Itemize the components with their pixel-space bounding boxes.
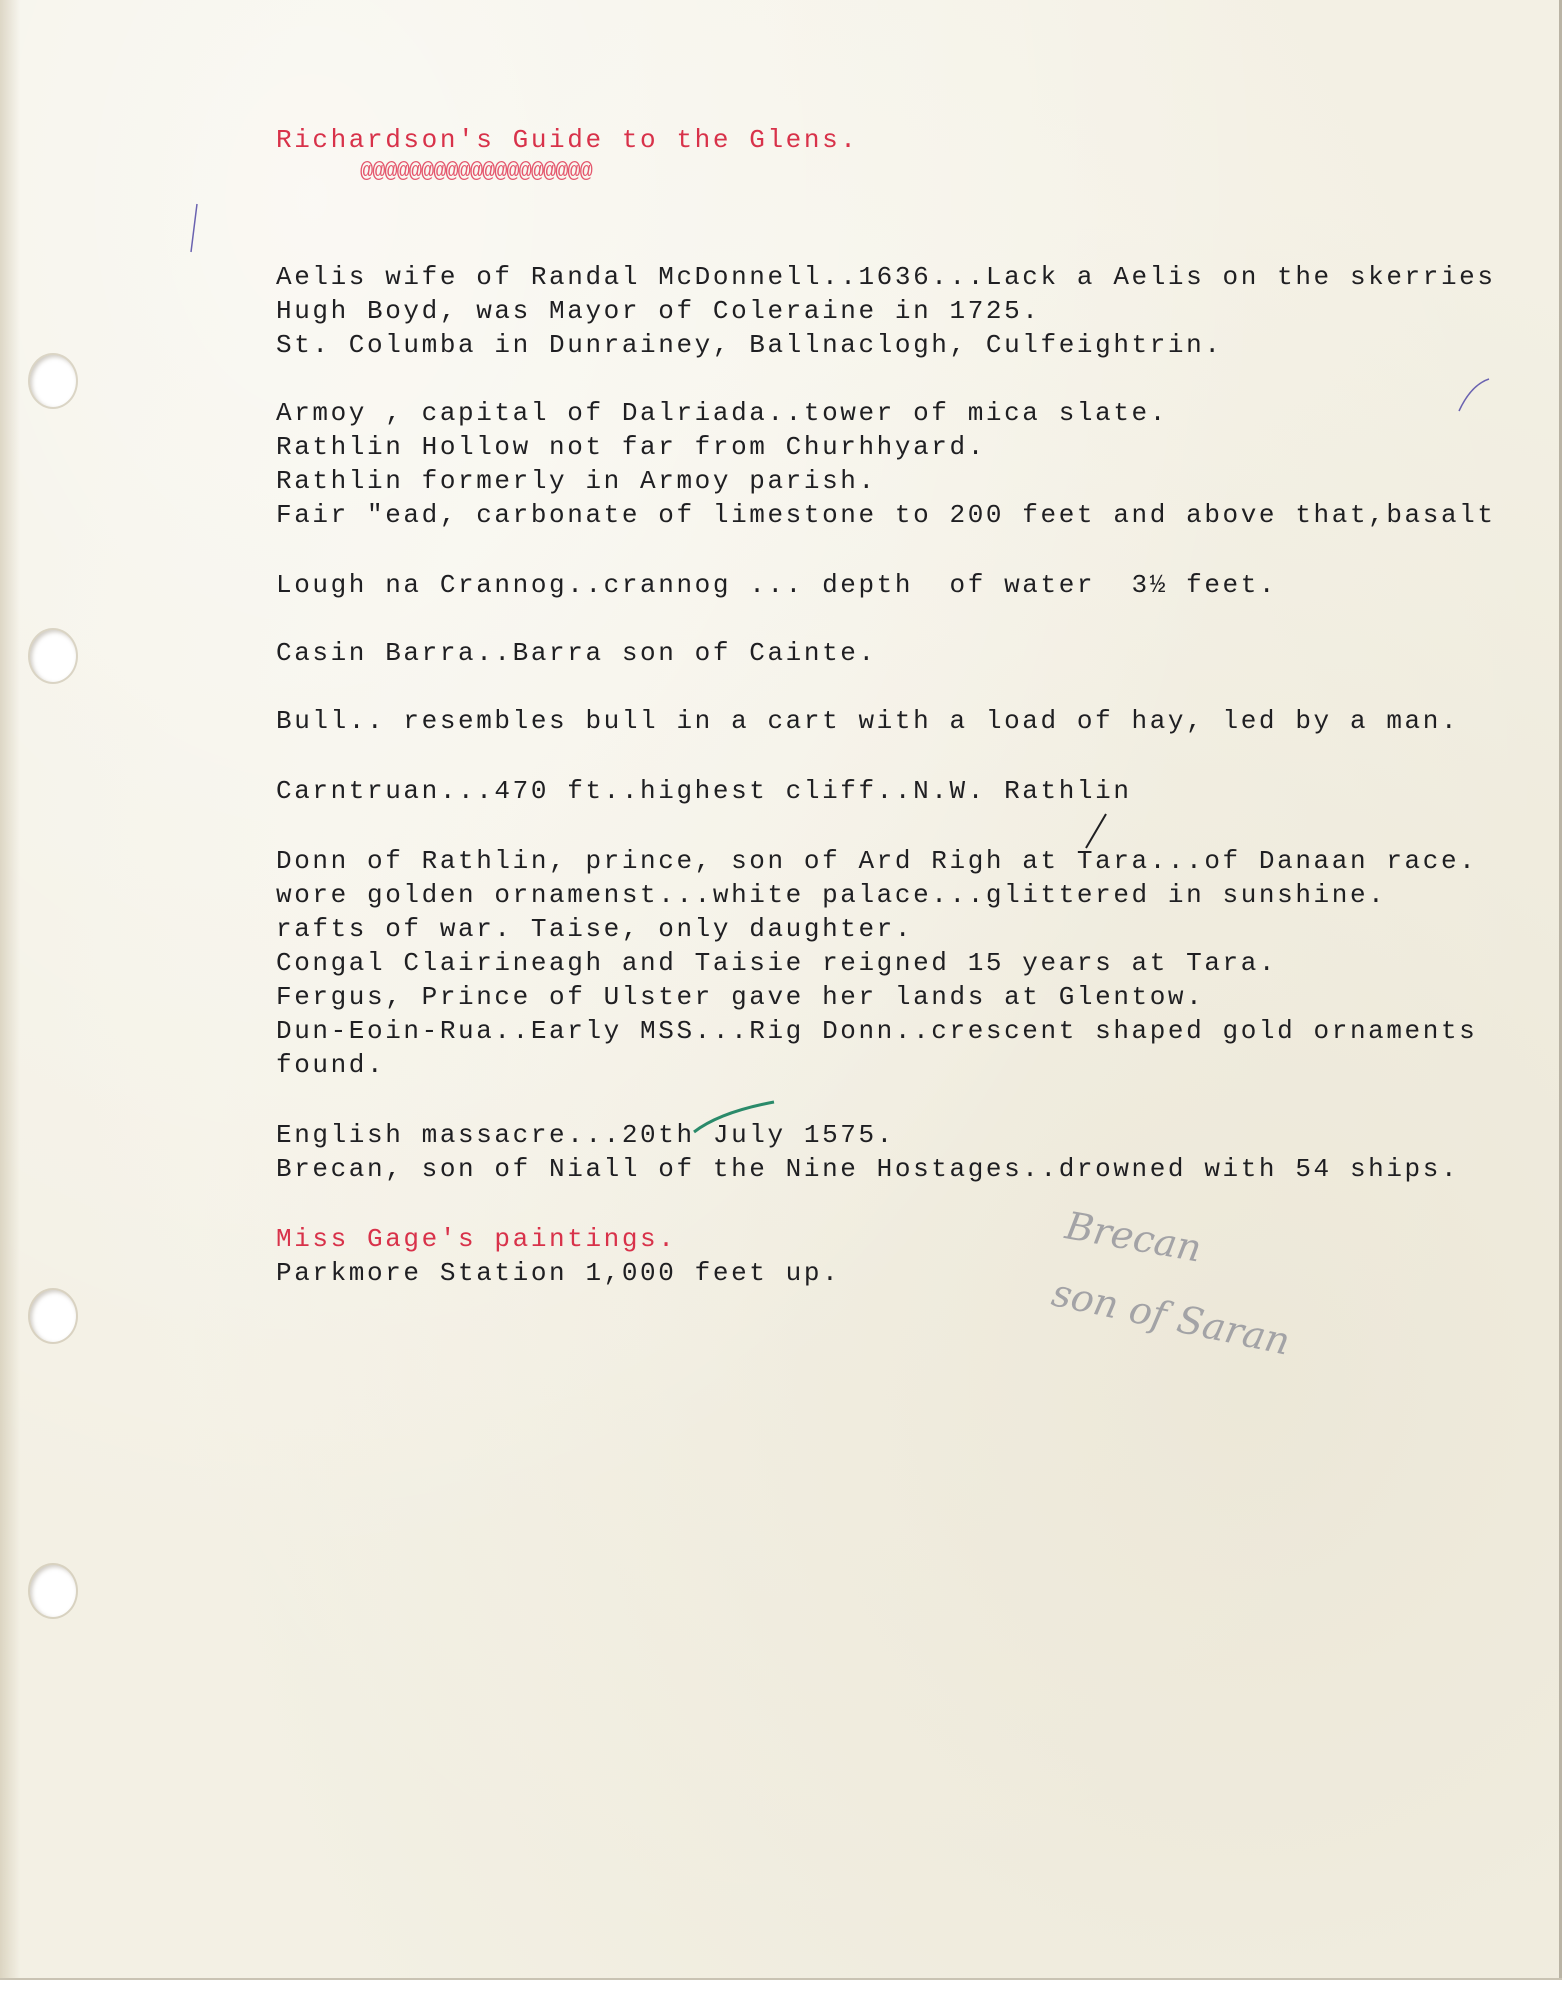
ink-stray-mark [185,200,205,260]
text-line: Fair "ead, carbonate of limestone to 200 feet and above that,basalt [276,500,1496,530]
subheading: Miss Gage's paintings. [276,1224,677,1254]
green-tick-mark [690,1098,780,1138]
punch-hole [30,630,76,682]
title-underline: @@@@@@@@@@@@@@@@@@@ [360,159,592,184]
text-line: Lough na Crannog..crannog ... depth of water 3½ feet. [276,570,1278,600]
text-line: Hugh Boyd, was Mayor of Coleraine in 1725. [276,296,1041,326]
text-line: Parkmore Station 1,000 feet up. [276,1258,841,1288]
text-line: Rathlin formerly in Armoy parish. [276,466,877,496]
text-line: Rathlin Hollow not far from Churhhyard. [276,432,986,462]
text-line: St. Columba in Dunrainey, Ballnaclogh, Culfeightrin. [276,330,1223,360]
text-line: rafts of war. Taise, only daughter. [276,914,914,944]
text-line: Donn of Rathlin, prince, son of Ard Righ at Tara...of Danaan race. [276,846,1478,876]
text-line: Carntruan...470 ft..highest cliff..N.W. Rathlin [276,776,1132,806]
text-line: Casin Barra..Barra son of Cainte. [276,638,877,668]
text-line: Brecan, son of Niall of the Nine Hostages..drowned with 54 ships. [276,1154,1460,1184]
page-title: Richardson's Guide to the Glens. [276,125,859,155]
text-line: Aelis wife of Randal McDonnell..1636...Lack a Aelis on the skerries [276,262,1496,292]
ink-stray-mark [1455,375,1495,415]
pencil-note-line: son of Saran [1048,1270,1294,1364]
punch-hole [30,1290,76,1342]
text-line: Armoy , capital of Dalriada..tower of mica slate. [276,398,1168,428]
text-line: Congal Clairineagh and Taisie reigned 15 years at Tara. [276,948,1278,978]
pen-slash-mark [1080,812,1110,852]
page-edge-shadow [0,0,20,1978]
text-line: Dun-Eoin-Rua..Early MSS...Rig Donn..crescent shaped gold ornaments [276,1016,1478,1046]
punch-hole [30,1565,76,1617]
text-line: found. [276,1050,386,1080]
text-line: wore golden ornamenst...white palace...glittered in sunshine. [276,880,1387,910]
text-line: English massacre...20th July 1575. [276,1120,895,1150]
text-line: Fergus, Prince of Ulster gave her lands at Glentow. [276,982,1205,1012]
scan-bottom-edge [0,1978,1562,2002]
pencil-note-line: Brecan [1062,1203,1205,1271]
text-line: Bull.. resembles bull in a cart with a load of hay, led by a man. [276,706,1460,736]
punch-hole [30,355,76,407]
